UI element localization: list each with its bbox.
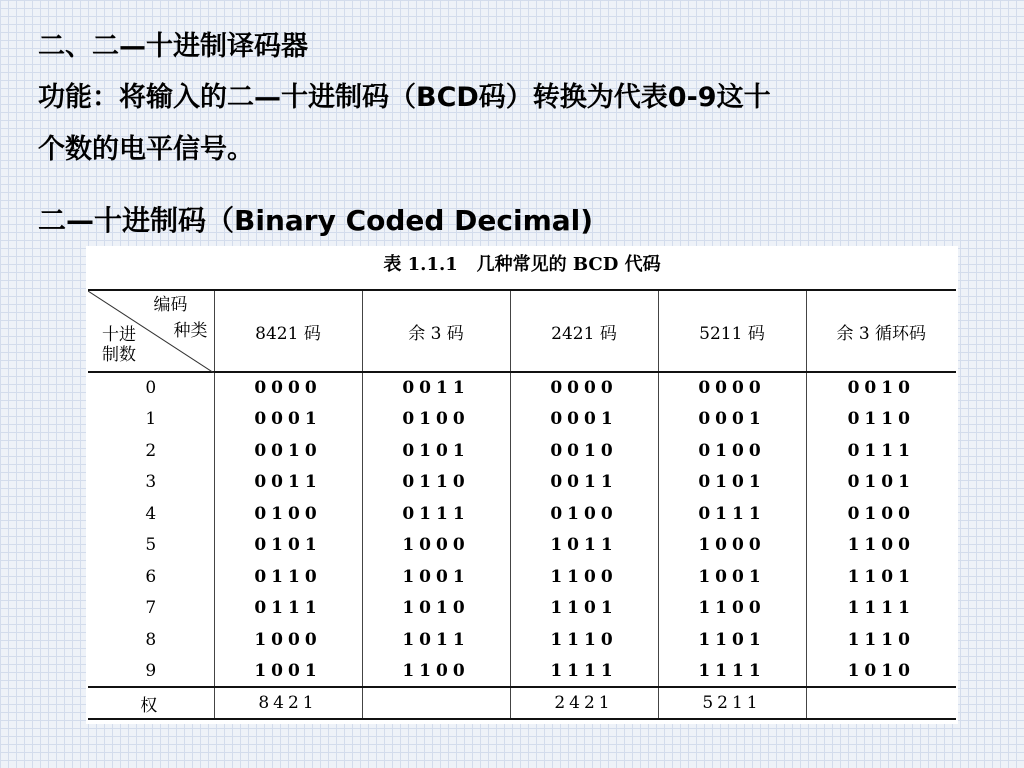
code-cell: 0101	[806, 467, 956, 499]
code-cell: 1001	[658, 561, 806, 593]
table-row	[88, 404, 956, 436]
code-cell: 0100	[214, 498, 362, 530]
corner-label-code: 编码	[153, 295, 188, 315]
code-cell: 0100	[362, 404, 510, 436]
code-cell: 0111	[362, 498, 510, 530]
code-cell: 1110	[510, 624, 658, 656]
decimal-digit-cell: 2	[88, 435, 214, 467]
table-caption: 表 1.1.1 几种常见的 BCD 代码	[383, 254, 661, 275]
table-row	[88, 530, 956, 562]
table-row	[88, 435, 956, 467]
weight-row	[88, 687, 956, 719]
code-cell: 0011	[362, 372, 510, 404]
code-cell: 0100	[510, 498, 658, 530]
code-cell: 0111	[658, 498, 806, 530]
slide-title: 二、二—十进制译码器	[38, 31, 308, 62]
corner-header-cell	[88, 290, 214, 372]
header-8421: 8421 码	[214, 290, 362, 372]
decimal-digit-cell: 7	[88, 593, 214, 625]
code-cell: 0110	[362, 467, 510, 499]
header-5211: 5211 码	[658, 290, 806, 372]
function-description-line1: 功能：将输入的二—十进制码（BCD码）转换为代表0-9这十	[38, 82, 771, 113]
code-cell: 1000	[214, 624, 362, 656]
decimal-digit-cell: 1	[88, 404, 214, 436]
code-cell: 0000	[658, 372, 806, 404]
table-row	[88, 593, 956, 625]
decimal-digit-cell: 5	[88, 530, 214, 562]
code-cell: 0001	[214, 404, 362, 436]
code-cell: 1011	[510, 530, 658, 562]
code-cell: 1110	[806, 624, 956, 656]
code-cell: 1100	[362, 656, 510, 688]
code-cell: 0100	[658, 435, 806, 467]
code-cell: 1101	[806, 561, 956, 593]
table-row	[88, 624, 956, 656]
code-cell: 0110	[214, 561, 362, 593]
corner-label-type: 种类	[173, 321, 208, 341]
decimal-digit-cell: 9	[88, 656, 214, 688]
weight-cell: 2421	[510, 687, 658, 719]
code-cell: 1001	[362, 561, 510, 593]
code-cell: 1101	[658, 624, 806, 656]
code-cell: 0000	[214, 372, 362, 404]
table-row	[88, 498, 956, 530]
weight-cell: 5211	[658, 687, 806, 719]
code-cell: 0010	[510, 435, 658, 467]
weight-cell	[362, 687, 510, 719]
code-cell: 1000	[658, 530, 806, 562]
code-cell: 1011	[362, 624, 510, 656]
code-cell: 0101	[658, 467, 806, 499]
table-row	[88, 372, 956, 404]
bcd-code-table	[88, 289, 956, 720]
code-cell: 1100	[510, 561, 658, 593]
code-cell: 1111	[658, 656, 806, 688]
weight-cell	[806, 687, 956, 719]
decimal-digit-cell: 4	[88, 498, 214, 530]
code-cell: 1111	[806, 593, 956, 625]
code-cell: 0101	[362, 435, 510, 467]
table-row	[88, 656, 956, 688]
code-cell: 1101	[510, 593, 658, 625]
code-cell: 1100	[806, 530, 956, 562]
code-cell: 0001	[658, 404, 806, 436]
code-cell: 0101	[214, 530, 362, 562]
code-cell: 1000	[362, 530, 510, 562]
code-cell: 1001	[214, 656, 362, 688]
code-cell: 0000	[510, 372, 658, 404]
bcd-table-figure	[86, 246, 958, 724]
decimal-digit-cell: 0	[88, 372, 214, 404]
code-cell: 1010	[362, 593, 510, 625]
code-cell: 0011	[214, 467, 362, 499]
code-cell: 1100	[658, 593, 806, 625]
weight-cell: 8421	[214, 687, 362, 719]
code-cell: 1111	[510, 656, 658, 688]
table-row	[88, 561, 956, 593]
code-cell: 0111	[806, 435, 956, 467]
code-cell: 0010	[214, 435, 362, 467]
bcd-subtitle: 二—十进制码（Binary Coded Decimal)	[38, 204, 594, 237]
decimal-digit-cell: 3	[88, 467, 214, 499]
code-cell: 0010	[806, 372, 956, 404]
decimal-digit-cell: 6	[88, 561, 214, 593]
header-2421: 2421 码	[510, 290, 658, 372]
decimal-digit-cell: 8	[88, 624, 214, 656]
code-cell: 0111	[214, 593, 362, 625]
header-excess-3: 余 3 码	[362, 290, 510, 372]
code-cell: 0100	[806, 498, 956, 530]
weight-label: 权	[88, 687, 214, 719]
code-cell: 1010	[806, 656, 956, 688]
code-cell: 0001	[510, 404, 658, 436]
table-header-row	[88, 290, 956, 372]
table-row	[88, 467, 956, 499]
code-cell: 0110	[806, 404, 956, 436]
code-cell: 0011	[510, 467, 658, 499]
header-excess-3-gray: 余 3 循环码	[806, 290, 956, 372]
corner-label-decimal: 十进 制数	[102, 325, 136, 365]
function-description-line2: 个数的电平信号。	[38, 134, 254, 165]
